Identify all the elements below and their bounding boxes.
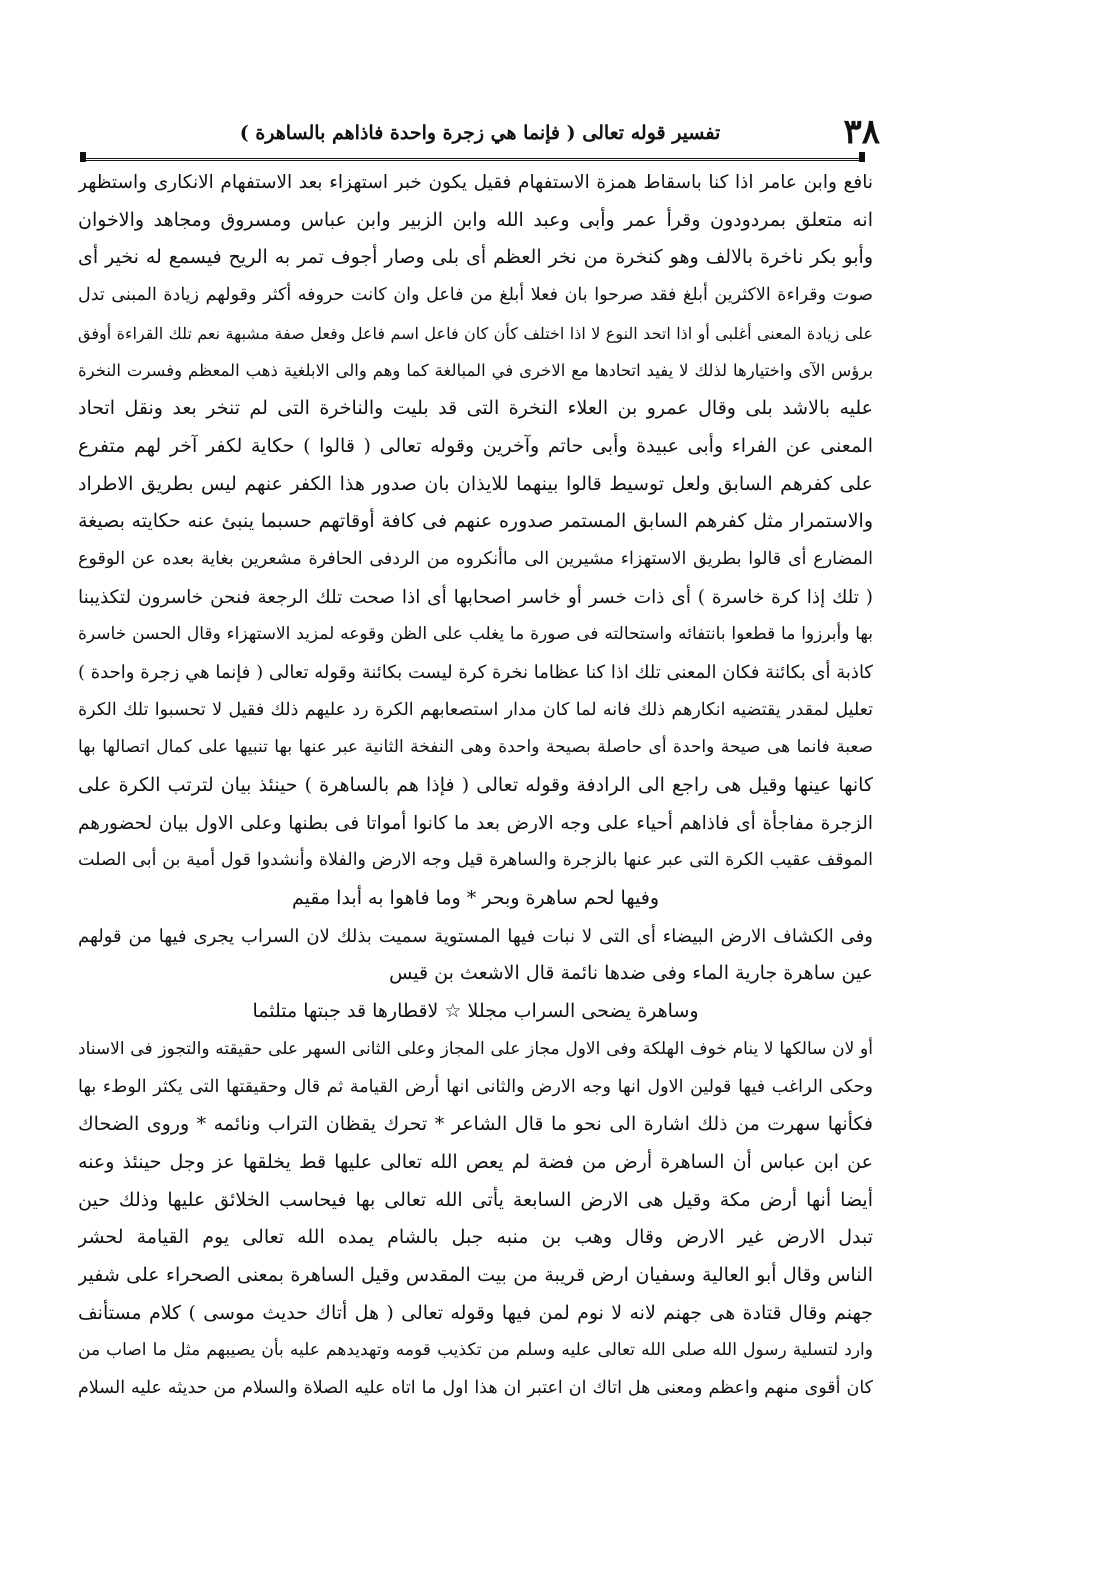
text-line: صعبة فانما هى صيحة واحدة أى حاصلة بصيحة واحدة وهى النفخة الثانية عبر عنها بها تنبيها على كمال اتصالها بها xyxy=(78,737,873,758)
page-number: ٣٨ xyxy=(843,112,880,152)
text-line: كان أقوى منهم واعظم ومعنى هل اتاك ان اعتبر ان هذا اول ما اتاه عليه الصلاة والسلام من حديثه عليه السلام xyxy=(78,1378,873,1398)
text-line: بها وأبرزوا ما قطعوا بانتفائه واستحالته فى صورة ما يغلب على الظن وقوعه لمزيد الاستهزاء وقال الحسن خاسرة xyxy=(78,624,873,645)
page-header xyxy=(80,112,880,156)
text-line: أيضا أنها أرض مكة وقيل هى الارض السابعة يأتى الله تعالى بها فيحاسب الخلائق عليها وذلك حين xyxy=(78,1188,873,1211)
text-line: فكأنها سهرت من ذلك اشارة الى نحو ما قال الشاعر * تحرك يقظان التراب ونائمه * وروى الضحاك xyxy=(78,1113,873,1136)
text-line: على زيادة المعنى أغلبى أو اذا اتحد النوع لا اذا اختلف كأن كان فاعل اسم فاعل وفعل صفة مشبهة نعم تلك القراءة أوفق xyxy=(78,323,873,343)
text-line: الموقف عقيب الكرة التى عبر عنها بالزجرة والساهرة قيل وجه الارض والفلاة وأنشدوا قول أمية بن أبى الصلت xyxy=(78,850,873,871)
rule-mark-left xyxy=(80,152,86,162)
running-title: تفسير قوله تعالى ( فإنما هي زجرة واحدة فاذاهم بالساهرة ) xyxy=(239,122,721,144)
text-line: عن ابن عباس أن الساهرة أرض من فضة لم يعص الله تعالى عليها قط يخلقها عز وجل حينئذ وعنه xyxy=(78,1150,873,1173)
text-line: المعنى عن الفراء وأبى عبيدة وأبى حاتم وآخرين وقوله تعالى ( قالوا ) حكاية لكفر آخر لهم متفرع xyxy=(78,434,873,457)
verse-line: وساهرة يضحى السراب مجللا ☆ لاقطارها قد جبتها متلثما xyxy=(252,1000,699,1023)
text-line: صوت وقراءة الاكثرين أبلغ فقد صرحوا بان فعلا أبلغ من فاعل وان كانت حروفه أكثر وقولهم زيادة المبنى تدل xyxy=(78,285,873,306)
text-line: وارد لتسلية رسول الله صلى الله تعالى عليه وسلم من تكذيب قومه وتهديدهم عليه بأن يصيبهم مثل ما اصاب من xyxy=(78,1340,873,1361)
text-line: وأبو بكر ناخرة بالالف وهو كنخرة من نخر العظم أى بلى وصار أجوف تمر به الريح فيسمع له نخير أى xyxy=(78,246,873,269)
text-line: أو لان سالكها لا ينام خوف الهلكة وفى الاول مجاز على المجاز وعلى الثانى السهر على حقيقته والتجوز فى الاسناد xyxy=(78,1038,873,1059)
text-line: نافع وابن عامر اذا كنا باسقاط همزة الاستفهام فقيل يكون خبر استهزاء بعد الاستفهام الانكارى واستظهر xyxy=(78,172,873,193)
text-line: عين ساهرة جارية الماء وفى ضدها نائمة قال الاشعث بن قيس xyxy=(389,962,873,985)
text-line: المضارع أى قالوا بطريق الاستهزاء مشيرين الى ماأنكروه من الردفى الحافرة مشعرين بغاية بعده عن الوقوع xyxy=(78,548,873,569)
text-line: انه متعلق بمردودون وقرأ عمر وأبى وعبد الله وابن الزبير وابن عباس ومسروق ومجاهد والاخوان xyxy=(78,208,873,231)
text-line: الزجرة مفاجأة أى فاذاهم أحياء على وجه الارض بعد ما كانوا أمواتا فى بطنها وعلى الاول بيان لحضورهم xyxy=(78,812,873,834)
text-line: جهنم وقال قتادة هى جهنم لانه لا نوم لمن فيها وقوله تعالى ( هل أتاك حديث موسى ) كلام مستأنف xyxy=(78,1301,873,1324)
text-line: تبدل الارض غير الارض وقال وهب بن منبه جبل بالشام يمده الله تعالى يوم القيامة لحشر xyxy=(78,1226,873,1249)
text-line: عليه بالاشد بلى وقال عمرو بن العلاء النخرة التى قد بليت والناخرة التى لم تنخر بعد ونقل اتحاد xyxy=(78,397,873,420)
text-line: تعليل لمقدر يقتضيه انكارهم ذلك فانه لما كان مدار استصعابهم الكرة رد عليهم ذلك فقيل لا تحسبوا تلك الكرة xyxy=(78,699,873,720)
text-line: كاذبة أى بكائنة فكان المعنى تلك اذا كنا عظاما نخرة كرة ليست بكائنة وقوله تعالى ( فإنما هي زجرة واحدة ) xyxy=(78,661,873,683)
verse-line: وفيها لحم ساهرة وبحر * وما فاهوا به أبدا مقيم xyxy=(291,887,660,910)
text-line: الناس وقال أبو العالية وسفيان ارض قريبة من بيت المقدس وقيل الساهرة بمعنى الصحراء على شفير xyxy=(78,1263,873,1286)
rule-mark-right xyxy=(859,152,865,162)
text-line: وفى الكشاف الارض البيضاء أى التى لا نبات فيها المستوية سميت بذلك لان السراب يجرى فيها من قولهم xyxy=(78,925,873,947)
text-line: ( تلك إذا كرة خاسرة ) أى ذات خسر أو خاسر اصحابها أى اذا صحت تلك الرجعة فنحن خاسرون لتكذيبنا xyxy=(78,586,873,608)
text-line: برؤس الآى واختيارها لذلك لا يفيد اتحادها مع الاخرى في المبالغة كما وهم والى الابلغية ذهب المعظم وفسرت النخرة xyxy=(78,361,873,381)
text-line: وحكى الراغب فيها قولين الاول انها وجه الارض والثانى انها أرض القيامة ثم قال وحقيقتها التى يكثر الوطء بها xyxy=(78,1076,873,1097)
body-text xyxy=(78,164,873,1408)
header-rule xyxy=(80,158,865,161)
text-line: والاستمرار مثل كفرهم السابق المستمر صدوره عنهم فى كافة أوقاتهم حسبما ينبئ عنه حكايته بصيغة xyxy=(78,510,873,533)
text-line: على كفرهم السابق ولعل توسيط قالوا بينهما للايذان بان صدور هذا الكفر عنهم ليس بطريق الاطراد xyxy=(78,472,873,495)
text-line: كانها عينها وقيل هى راجع الى الرادفة وقوله تعالى ( فإذا هم بالساهرة ) حينئذ بيان لترتب الكرة على xyxy=(78,774,873,796)
